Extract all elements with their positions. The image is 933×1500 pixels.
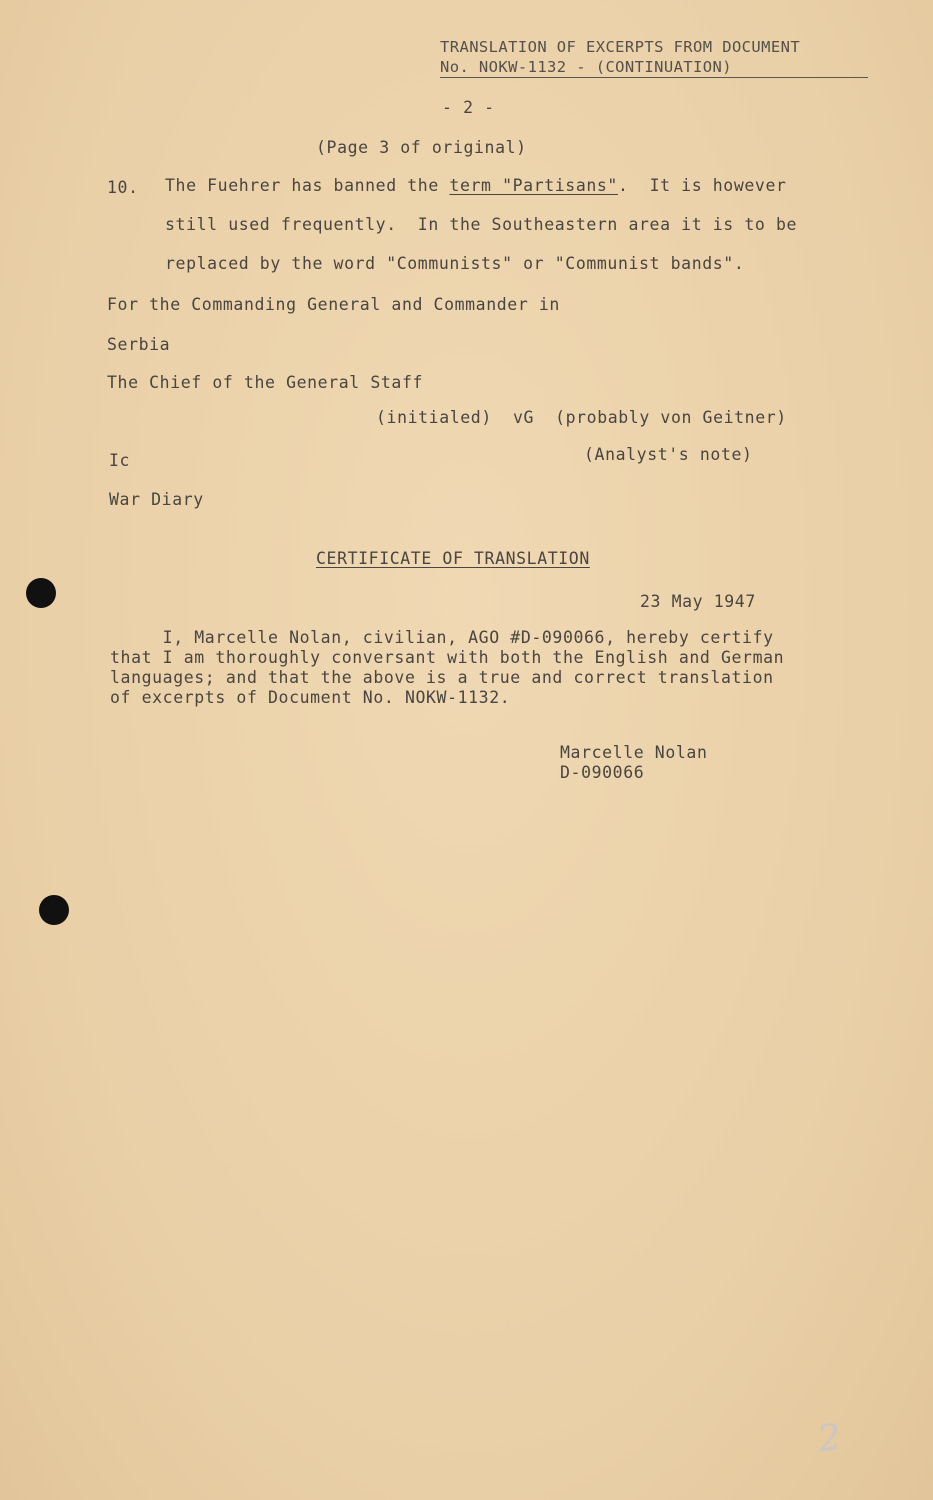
term-partisans: term "Partisans" bbox=[449, 176, 618, 195]
signer-name: Marcelle Nolan bbox=[560, 743, 708, 762]
certificate-body-line-1: I, Marcelle Nolan, civilian, AGO #D-090066, hereby certify bbox=[110, 628, 774, 647]
page-marker: - 2 - bbox=[442, 98, 495, 117]
war-diary-line: War Diary bbox=[109, 490, 204, 509]
for-commanding-general-line: For the Commanding General and Commander in bbox=[107, 295, 560, 314]
signer-id: D-090066 bbox=[560, 763, 645, 782]
item-line-3: replaced by the word "Communists" or "Communist bands". bbox=[165, 254, 745, 273]
item-number: 10. bbox=[107, 178, 139, 197]
item-line-1: The Fuehrer has banned the term "Partisans". It is however bbox=[165, 176, 787, 195]
analyst-note: (Analyst's note) bbox=[584, 445, 753, 464]
initialed-line: (initialed) vG (probably von Geitner) bbox=[376, 408, 787, 427]
header-title-line1: TRANSLATION OF EXCERPTS FROM DOCUMENT bbox=[440, 38, 801, 56]
certificate-title: CERTIFICATE OF TRANSLATION bbox=[316, 549, 590, 568]
punch-hole-bottom bbox=[39, 895, 69, 925]
header-title-line2: No. NOKW-1132 - (CONTINUATION) bbox=[440, 58, 732, 76]
item-line-2: still used frequently. In the Southeastern area it is to be bbox=[165, 215, 798, 234]
certificate-body-line-3: languages; and that the above is a true and correct translation bbox=[110, 668, 774, 687]
ic-line: Ic bbox=[109, 451, 131, 470]
header-underline bbox=[440, 77, 868, 78]
serbia-line: Serbia bbox=[107, 335, 171, 354]
punch-hole-top bbox=[26, 578, 56, 608]
certificate-date: 23 May 1947 bbox=[640, 592, 756, 611]
chief-of-staff-line: The Chief of the General Staff bbox=[107, 373, 424, 392]
certificate-body-line-2: that I am thoroughly conversant with both the English and German bbox=[110, 648, 785, 667]
certificate-body-line-4: of excerpts of Document No. NOKW-1132. bbox=[110, 688, 511, 707]
handwritten-page-number: 2 bbox=[815, 1416, 844, 1461]
original-page-reference: (Page 3 of original) bbox=[316, 138, 527, 157]
